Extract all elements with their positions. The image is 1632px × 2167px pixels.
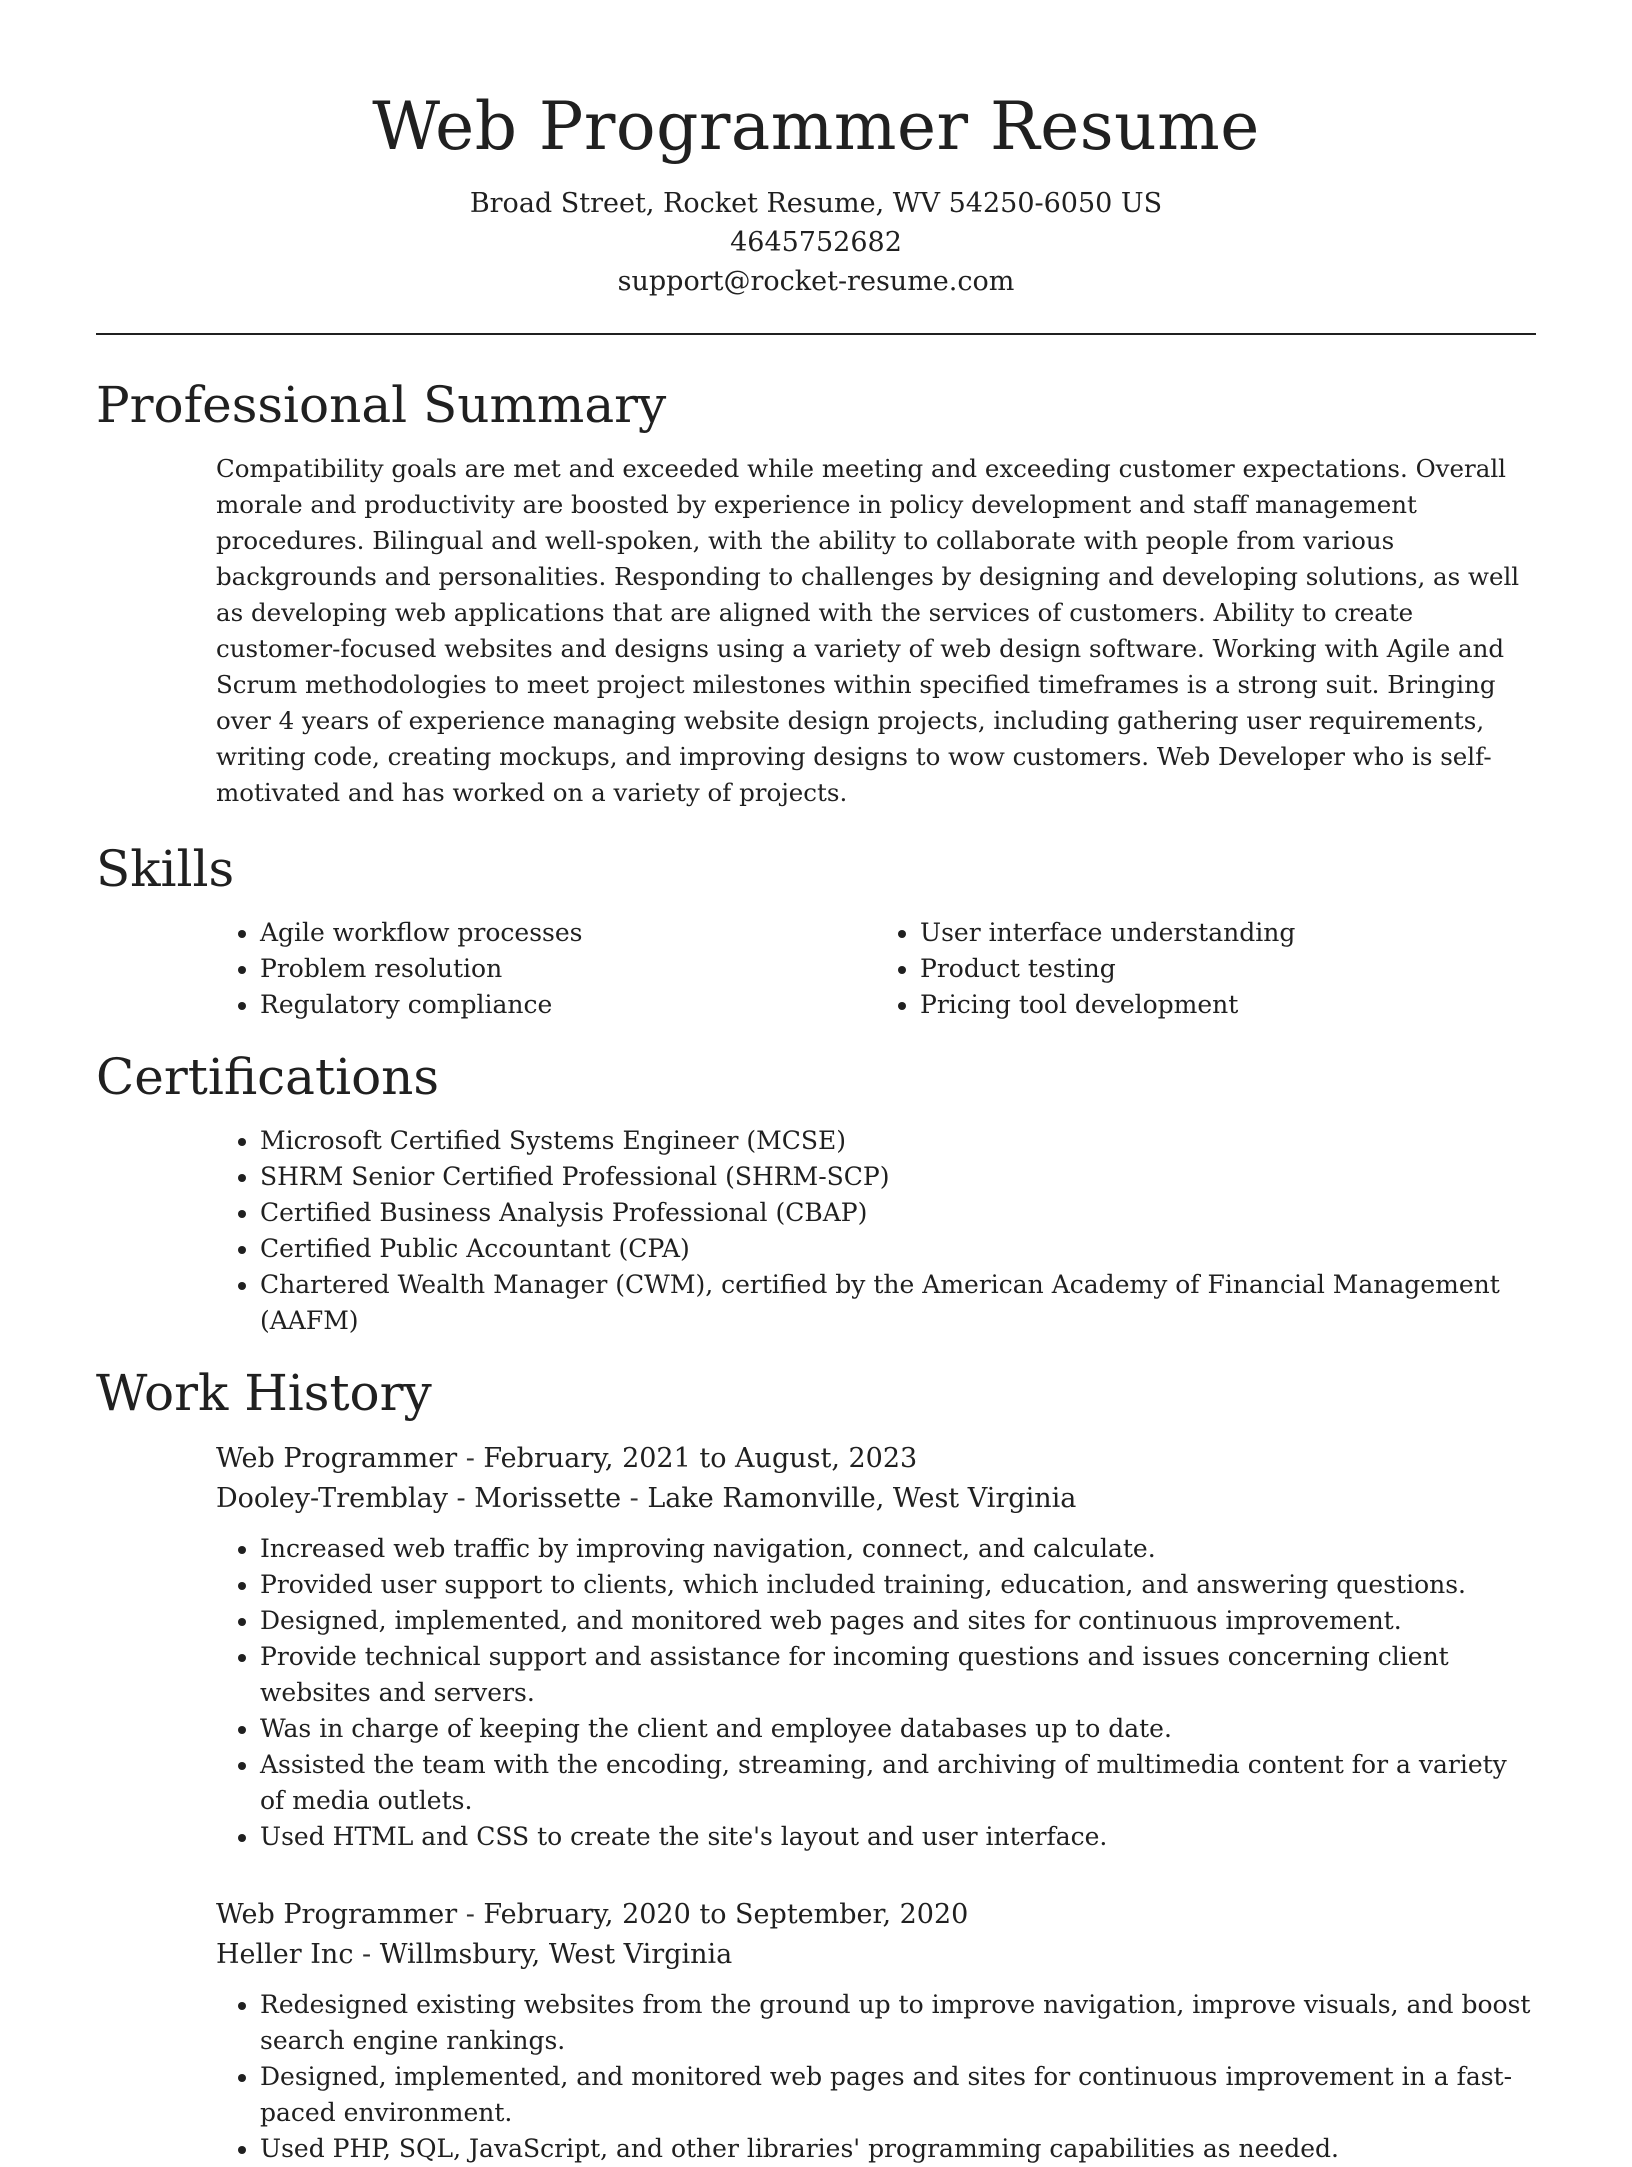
skills-left-column xyxy=(216,915,876,1023)
job-separator: - xyxy=(362,1939,380,1970)
job-location: Lake Ramonville, West Virginia xyxy=(647,1483,1077,1514)
job-dates: February, 2020 to September, 2020 xyxy=(483,1899,969,1930)
skills-right-column xyxy=(876,915,1536,1023)
job-company-line xyxy=(216,1935,1536,1975)
resume-page xyxy=(96,0,1536,2167)
job-dates: February, 2021 to August, 2023 xyxy=(483,1443,918,1474)
header-divider xyxy=(96,333,1536,335)
resume-title: Web Programmer Resume xyxy=(372,88,1260,165)
skill-item: • Problem resolution xyxy=(260,951,876,987)
skills-heading: Skills xyxy=(96,840,235,898)
skill-item: • Pricing tool development xyxy=(920,987,1536,1023)
job-company-line xyxy=(216,1479,1536,1519)
job-entry xyxy=(96,1439,1536,1855)
job-bullets xyxy=(216,1987,1536,2167)
certifications-section xyxy=(96,1045,1536,1339)
job-bullet: • Provide technical support and assistance for incoming questions and issues concerning client websites and servers. xyxy=(260,1639,1536,1711)
email: support@rocket-resume.com xyxy=(617,266,1015,297)
job-bullet: • Designed, implemented, and monitored web pages and sites for continuous improvement. xyxy=(260,1603,1536,1639)
certification-item: • SHRM Senior Certified Professional (SHRM-SCP) xyxy=(260,1159,1536,1195)
skill-item: • Product testing xyxy=(920,951,1536,987)
certification-item: • Microsoft Certified Systems Engineer (MCSE) xyxy=(260,1123,1536,1159)
job-separator: - xyxy=(465,1899,484,1930)
job-bullet: • Was in charge of keeping the client and employee databases up to date. xyxy=(260,1711,1536,1747)
job-bullet: • Redesigned existing websites from the ground up to improve navigation, improve visuals, and boost search engine rankings. xyxy=(260,1987,1536,2059)
skill-item: • Agile workflow processes xyxy=(260,915,876,951)
certifications-list xyxy=(216,1123,1536,1339)
resume-header xyxy=(96,0,1536,301)
job-title-line xyxy=(216,1439,1536,1479)
phone: 4645752682 xyxy=(730,227,902,258)
job-bullet: • Used HTML and CSS to create the site's layout and user interface. xyxy=(260,1819,1536,1855)
contact-info xyxy=(96,184,1536,301)
skill-item: • User interface understanding xyxy=(920,915,1536,951)
summary-section xyxy=(96,373,1536,811)
job-location: Willmsbury, West Virginia xyxy=(379,1939,733,1970)
job-bullet: • Increased web traffic by improving navigation, connect, and calculate. xyxy=(260,1531,1536,1567)
job-entry xyxy=(96,1895,1536,2167)
address: Broad Street, Rocket Resume, WV 54250-6050 US xyxy=(469,188,1163,219)
job-bullets xyxy=(216,1531,1536,1855)
job-separator: - xyxy=(465,1443,484,1474)
summary-text: Compatibility goals are met and exceeded while meeting and exceeding customer expectations. Overall morale and productivity are boosted by experience in policy development and staff management procedures. Bilingual and well-spoken, with the ability to collaborate with people from various backgrounds and personalities. Responding to challenges by designing and developing solutions, as well as developing web applications that are aligned with the services of customers. Ability to create customer-focused websites and designs using a variety of web design software. Working with Agile and Scrum methodologies to meet project milestones within specified timeframes is a strong suit. Bringing over 4 years of experience managing website design projects, including gathering user requirements, writing code, creating mockups, and improving designs to wow customers. Web Developer who is self-motivated and has worked on a variety of projects. xyxy=(216,454,1520,807)
job-separator: - xyxy=(629,1483,648,1514)
certification-item: • Certified Public Accountant (CPA) xyxy=(260,1231,1536,1267)
job-title-line xyxy=(216,1895,1536,1935)
job-bullet: • Designed, implemented, and monitored web pages and sites for continuous improvement in a fast-paced environment. xyxy=(260,2059,1536,2131)
job-title: Web Programmer xyxy=(216,1899,458,1930)
job-bullet: • Assisted the team with the encoding, streaming, and archiving of multimedia content for a variety of media outlets. xyxy=(260,1747,1536,1819)
summary-heading: Professional Summary xyxy=(96,376,667,434)
work-history-heading: Work History xyxy=(96,1364,432,1422)
job-company: Heller Inc xyxy=(216,1939,354,1970)
job-company: Dooley-Tremblay - Morissette xyxy=(216,1483,622,1514)
certifications-heading: Certifications xyxy=(96,1048,440,1106)
certification-item: • Chartered Wealth Manager (CWM), certified by the American Academy of Financial Management (AAFM) xyxy=(260,1267,1536,1339)
skill-item: • Regulatory compliance xyxy=(260,987,876,1023)
job-title: Web Programmer xyxy=(216,1443,458,1474)
certification-item: • Certified Business Analysis Professional (CBAP) xyxy=(260,1195,1536,1231)
job-bullet: • Used PHP, SQL, JavaScript, and other libraries' programming capabilities as needed. xyxy=(260,2131,1536,2167)
skills-columns xyxy=(216,915,1536,1023)
work-history-section xyxy=(96,1361,1536,2167)
job-bullet: • Provided user support to clients, which included training, education, and answering questions. xyxy=(260,1567,1536,1603)
skills-section xyxy=(96,837,1536,1023)
